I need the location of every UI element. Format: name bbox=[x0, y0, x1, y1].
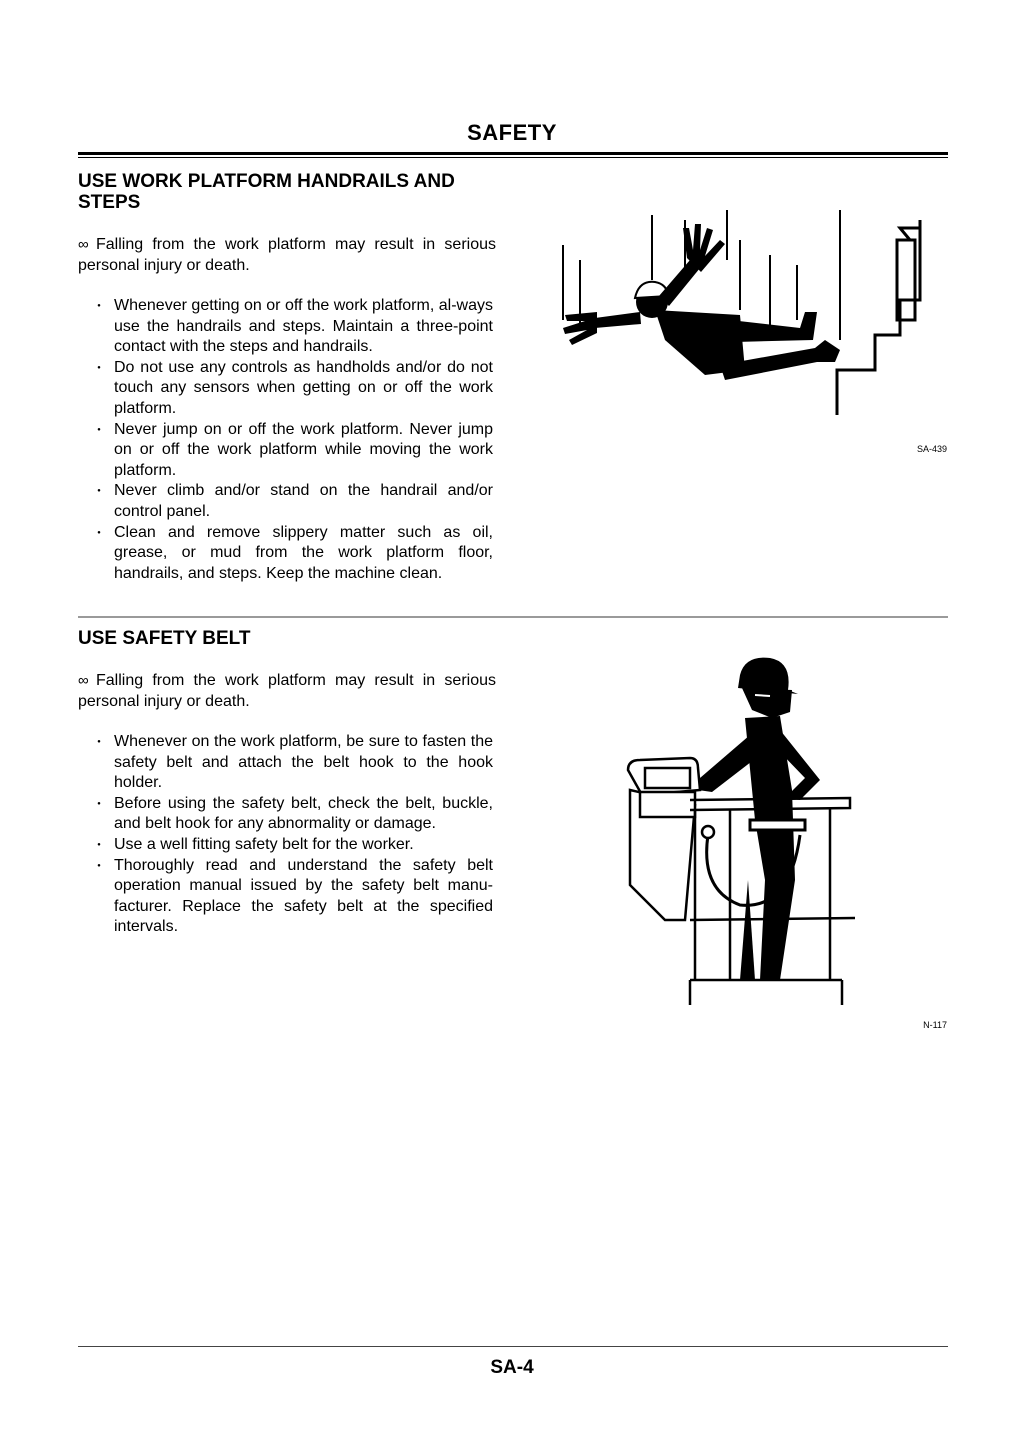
list-item: ・ Whenever getting on or off the work platform, al-ways use the handrails and steps. Maintain a three-point contact with the steps and handrails. bbox=[96, 296, 493, 358]
warning-message: Falling from the work platform may result in serious personal injury or death. bbox=[78, 236, 496, 274]
list-item: ・ Clean and remove slippery matter such as oil, grease, or mud from the work platform floor, handrails, and steps. Keep the machine clean. bbox=[96, 523, 493, 585]
section-divider bbox=[78, 616, 948, 618]
page-title: SAFETY bbox=[467, 120, 557, 145]
list-item: ・ Never jump on or off the work platform. Never jump on or off the work platform while moving the work platform. bbox=[96, 420, 493, 482]
header-rule-thin bbox=[78, 157, 948, 158]
warning-symbol-icon: ∞ bbox=[78, 236, 89, 253]
list-item: ・ Before using the safety belt, check the belt, buckle, and belt hook for any abnormality or damage. bbox=[96, 794, 493, 835]
warning-symbol-icon: ∞ bbox=[78, 672, 89, 689]
bullet-list-handrails bbox=[96, 296, 493, 584]
section-heading-handrails: USE WORK PLATFORM HANDRAILS AND STEPS bbox=[78, 171, 455, 213]
page-number: SA-4 bbox=[490, 1357, 534, 1378]
warning-text-safety-belt bbox=[78, 670, 496, 712]
footer-rule bbox=[78, 1346, 948, 1347]
worker-with-safety-belt-illustration bbox=[620, 650, 860, 1010]
figure-code-sa439: SA-439 bbox=[916, 444, 947, 454]
list-item: ・ Never climb and/or stand on the handrail and/or control panel. bbox=[96, 481, 493, 522]
section-heading-safety-belt: USE SAFETY BELT bbox=[78, 628, 251, 649]
warning-message: Falling from the work platform may result in serious personal injury or death. bbox=[78, 672, 496, 710]
warning-text-handrails bbox=[78, 234, 496, 276]
bullet-list-safety-belt bbox=[96, 732, 493, 938]
list-item: ・ Thoroughly read and understand the safety belt operation manual issued by the safety belt manu-facturer. Replace the safety belt at the specified intervals. bbox=[96, 856, 493, 938]
falling-worker-illustration bbox=[555, 200, 935, 420]
list-item: ・ Do not use any controls as handholds and/or do not touch any sensors when getting on or off the work platform. bbox=[96, 358, 493, 420]
list-item: ・ Use a well fitting safety belt for the worker. bbox=[96, 835, 493, 856]
header-rule bbox=[78, 152, 948, 155]
list-item: ・ Whenever on the work platform, be sure to fasten the safety belt and attach the belt hook to the hook holder. bbox=[96, 732, 493, 794]
figure-code-n117: N-117 bbox=[923, 1020, 947, 1030]
